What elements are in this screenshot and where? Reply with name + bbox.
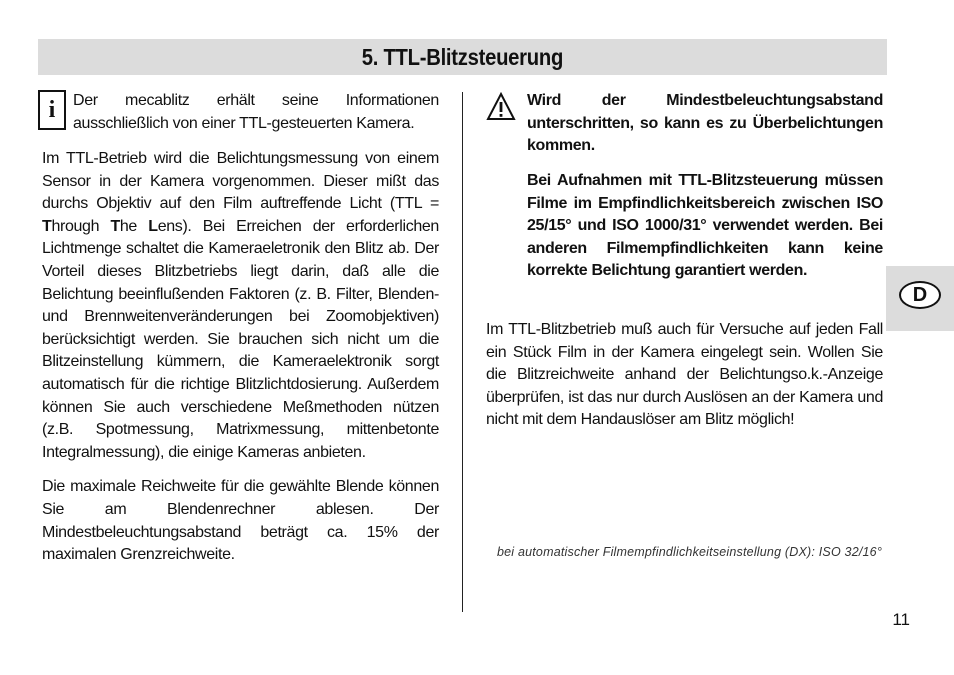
footnote: bei automatischer Filmempfindlichkeitseinstellung (DX): ISO 32/16° (497, 545, 883, 559)
p1-the: he (119, 217, 149, 235)
paragraph-max-range: Die maximale Reichweite für die gewählte Blende können Sie am Blendenrechner ablesen. Der Mindestbeleuchtungsabstand beträgt ca. 15% der maximalen Grenzreichweite. (42, 478, 439, 564)
paragraph-film-required: Im TTL-Blitzbetrieb muß auch für Versuche auf jeden Fall ein Stück Film in der Kamera eingelegt sein. Wollen Sie die Blitzreichweite anhand der Belichtungso.k.-Anzeige überprüfen, ist das nur durch Auslösen an der Kamera und nicht mit dem Handauslöser am Blitz möglich! (486, 321, 883, 429)
warning-triangle-icon (486, 92, 516, 122)
paragraph-ttl-operation (42, 148, 439, 464)
warning-iso-text: Bei Aufnahmen mit TTL-Blitzsteuerung müssen Filme im Empfindlichkeitsbereich zwischen ISO 25/15° und ISO 1000/31° verwendet werden. Bei anderen Filmempfindlichkeiten kann keine korrekte Belichtung garantiert werden. (527, 172, 883, 280)
column-divider (462, 92, 463, 612)
info-icon-glyph: i (48, 96, 56, 123)
page-number: 11 (892, 610, 910, 629)
acronym-letter-t2: T (110, 217, 120, 235)
title-bar (38, 39, 887, 75)
page-title: 5. TTL-Blitzsteuerung (361, 43, 564, 70)
p1-pre: Im TTL-Betrieb wird die Belichtungsmessung von einem Sensor in der Kamera vorgenommen. Dieser mißt das durchs Objektiv auf den Film auftreffende Licht (TTL = (42, 150, 439, 213)
right-column (486, 319, 883, 432)
info-note-text: Der mecablitz erhält seine Informationen ausschließlich von einer TTL-gesteuerten Kamera. (73, 92, 439, 132)
info-icon (38, 90, 66, 130)
acronym-letter-l: L (148, 217, 158, 235)
warning-note-iso (527, 170, 883, 283)
p1-lens: ens (157, 217, 183, 235)
p1-post: ). Bei Erreichen der erforderlichen Lichtmenge schaltet die Kameraeletronik den Blitz ab. Der Vorteil dieses Blitzbetriebs liegt darin, daß alle die Belichtung beeinflußenden Faktoren (z. B. Filter, Blenden- und Brennweitenveränderungen bei Zoomobjektiven) berücksichtigt werden. Sie brauchen sich nicht um die Blitzeinstellung kümmern, die Kameraelektronik sorgt automatisch für die richtige Blitzlichtdosierung. Außerdem können Sie auch verschiedene Meßmethoden nützen (z.B. Spotmessung, Matrixmessung, mittenbetonte Integralmessung), die einige Kameras anbieten. (42, 217, 439, 461)
language-tab-label: D (899, 281, 941, 309)
warning-note (527, 90, 883, 158)
p1-through: hrough (51, 217, 111, 235)
info-note (73, 90, 439, 135)
warning-text: Wird der Mindestbeleuchtungsabstand unterschritten, so kann es zu Überbelichtungen kommen. (527, 92, 883, 155)
left-column (42, 148, 439, 567)
acronym-letter-t: T (42, 217, 52, 235)
